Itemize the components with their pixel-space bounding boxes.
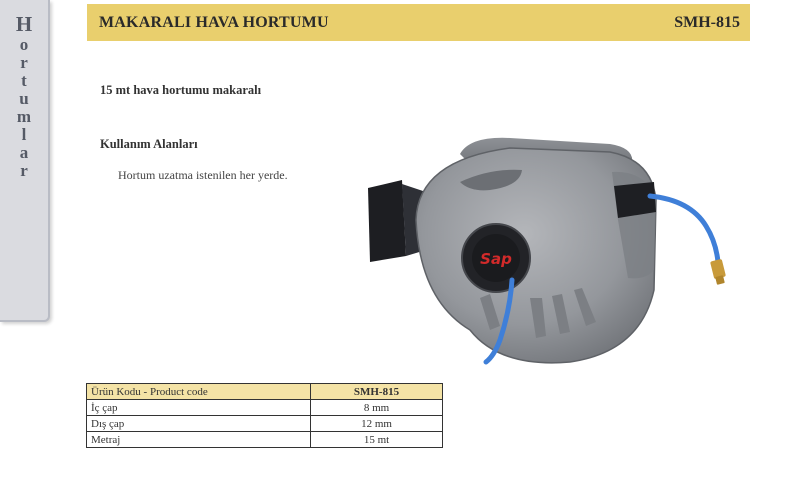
hose-outlet	[614, 182, 656, 218]
product-image	[360, 130, 750, 370]
category-letter: r	[20, 161, 28, 180]
category-letter: t	[21, 71, 27, 90]
category-side-tab	[0, 0, 50, 322]
page-title: MAKARALI HAVA HORTUMU	[99, 13, 329, 31]
category-letter: o	[19, 35, 29, 54]
table-header-label: Ürün Kodu - Product code	[87, 384, 311, 400]
product-code: SMH-815	[674, 13, 740, 31]
table-row	[87, 432, 443, 448]
category-letter: m	[16, 107, 32, 126]
hose-reel-illustration	[360, 130, 750, 370]
table-cell-value: 8 mm	[311, 400, 443, 416]
brand-logo: Sap	[480, 250, 512, 268]
usage-heading: Kullanım Alanları	[100, 137, 198, 151]
header-bar	[87, 4, 750, 41]
hose-fitting	[710, 259, 726, 279]
product-description: 15 mt hava hortumu makaralı	[100, 83, 262, 97]
table-cell-label: Metraj	[87, 432, 311, 448]
category-letter: H	[15, 12, 33, 36]
table-cell-value: 12 mm	[311, 416, 443, 432]
mount-bracket	[368, 180, 406, 262]
spec-table	[86, 383, 443, 448]
hose-outer	[650, 196, 718, 262]
table-header-row	[87, 384, 443, 400]
category-letter: r	[20, 53, 28, 72]
table-cell-label: İç çap	[87, 400, 311, 416]
table-cell-label: Dış çap	[87, 416, 311, 432]
table-row	[87, 416, 443, 432]
table-cell-value: 15 mt	[311, 432, 443, 448]
category-label	[0, 12, 48, 180]
table-header-value: SMH-815	[311, 384, 443, 400]
table-row	[87, 400, 443, 416]
category-letter: l	[21, 125, 27, 144]
category-letter: u	[19, 89, 29, 108]
category-letter: a	[19, 143, 29, 162]
usage-text: Hortum uzatma istenilen her yerde.	[118, 168, 288, 182]
